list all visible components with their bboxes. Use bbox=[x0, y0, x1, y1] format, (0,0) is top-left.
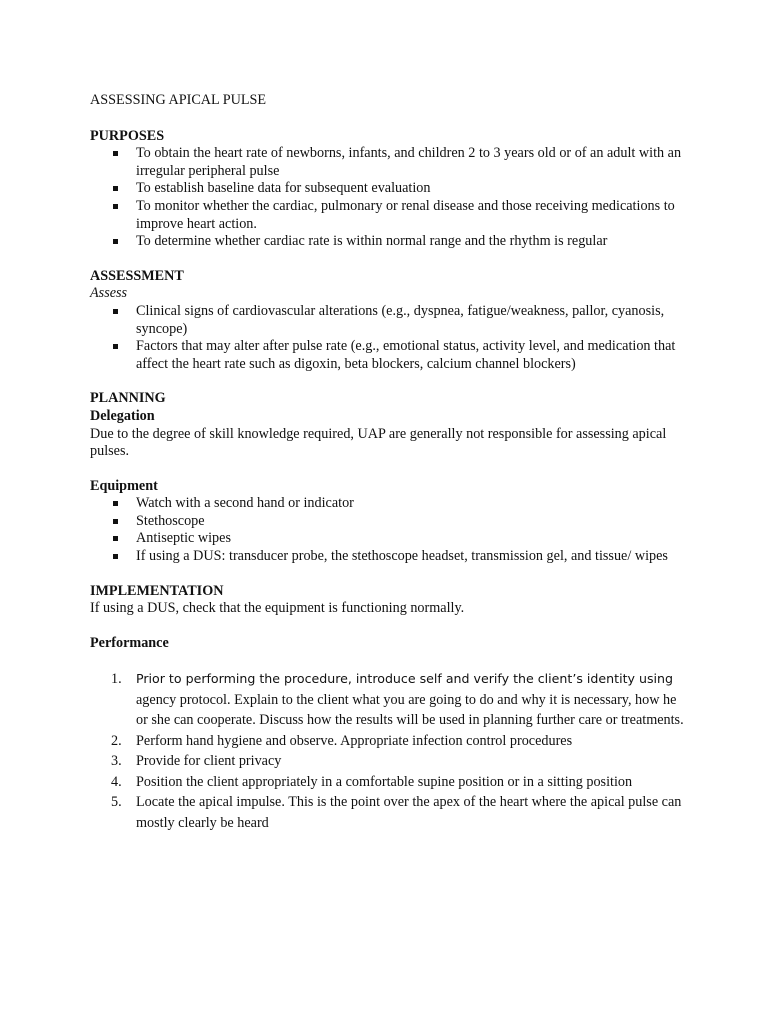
equipment-list bbox=[90, 495, 688, 565]
list-item: To establish baseline data for subsequent evaluation bbox=[90, 180, 688, 198]
list-item: If using a DUS: transducer probe, the stethoscope headset, transmission gel, and tissue/ wipes bbox=[90, 548, 688, 566]
list-item: Clinical signs of cardiovascular alterations (e.g., dyspnea, fatigue/weakness, pallor, cyanosis, syncope) bbox=[90, 303, 688, 338]
step-number: 2. bbox=[111, 732, 122, 749]
list-item bbox=[90, 669, 688, 731]
implementation-heading: IMPLEMENTATION bbox=[90, 582, 224, 599]
list-item: To obtain the heart rate of newborns, infants, and children 2 to 3 years old or of an adult with an irregular peripheral pulse bbox=[90, 145, 688, 180]
document-title: ASSESSING APICAL PULSE bbox=[90, 92, 267, 108]
bullet-icon bbox=[113, 519, 118, 524]
bullet-icon bbox=[113, 151, 118, 156]
list-item bbox=[90, 792, 688, 833]
bullet-icon bbox=[113, 536, 118, 541]
step-number: 3. bbox=[111, 753, 122, 770]
planning-heading: PLANNING bbox=[90, 390, 166, 407]
list-item: Factors that may alter after pulse rate (e.g., emotional status, activity level, and medication that affect the heart rate such as digoxin, beta blockers, calcium channel blockers) bbox=[90, 338, 688, 373]
list-item: To determine whether cardiac rate is within normal range and the rhythm is regular bbox=[90, 233, 688, 251]
list-item: To monitor whether the cardiac, pulmonary or renal disease and those receiving medications to improve heart action. bbox=[90, 198, 688, 233]
list-item: Stethoscope bbox=[90, 513, 688, 531]
bullet-icon bbox=[113, 344, 118, 349]
assessment-subheading: Assess bbox=[90, 285, 128, 302]
performance-steps bbox=[90, 669, 688, 833]
purposes-heading: PURPOSES bbox=[90, 127, 165, 144]
step-number: 4. bbox=[111, 773, 122, 790]
step-number: 5. bbox=[111, 794, 122, 811]
assessment-list bbox=[90, 303, 688, 373]
bullet-icon bbox=[113, 186, 118, 191]
delegation-text: Due to the degree of skill knowledge required, UAP are generally not responsible for assessing apical pulses. bbox=[90, 425, 667, 460]
equipment-heading: Equipment bbox=[90, 477, 158, 494]
implementation-text: If using a DUS, check that the equipment is functioning normally. bbox=[90, 600, 465, 617]
list-item: Watch with a second hand or indicator bbox=[90, 495, 688, 513]
list-item: Antiseptic wipes bbox=[90, 530, 688, 548]
step-text: Prior to performing the procedure, introduce self and verify the client’s identity using agency protocol. Explain to the client what you are going to do and why it is necessary, how he or she can cooperate. Discuss how the results will be used in planning further care or treatments. bbox=[136, 671, 684, 729]
delegation-heading: Delegation bbox=[90, 407, 155, 424]
bullet-icon bbox=[113, 554, 118, 559]
performance-heading: Performance bbox=[90, 634, 169, 651]
bullet-icon bbox=[113, 239, 118, 244]
step-text: Perform hand hygiene and observe. Appropriate infection control procedures bbox=[136, 732, 573, 749]
list-item bbox=[90, 772, 688, 793]
step-text: Locate the apical impulse. This is the point over the apex of the heart where the apical pulse can mostly clearly be heard bbox=[136, 794, 682, 831]
bullet-icon bbox=[113, 501, 118, 506]
step-text: Position the client appropriately in a comfortable supine position or in a sitting position bbox=[136, 773, 633, 790]
step-number: 1. bbox=[111, 671, 122, 688]
list-item bbox=[90, 731, 688, 752]
step-text: Provide for client privacy bbox=[136, 753, 282, 770]
bullet-icon bbox=[113, 309, 118, 314]
assessment-heading: ASSESSMENT bbox=[90, 267, 184, 284]
bullet-icon bbox=[113, 204, 118, 209]
purposes-list bbox=[90, 145, 688, 251]
list-item bbox=[90, 751, 688, 772]
